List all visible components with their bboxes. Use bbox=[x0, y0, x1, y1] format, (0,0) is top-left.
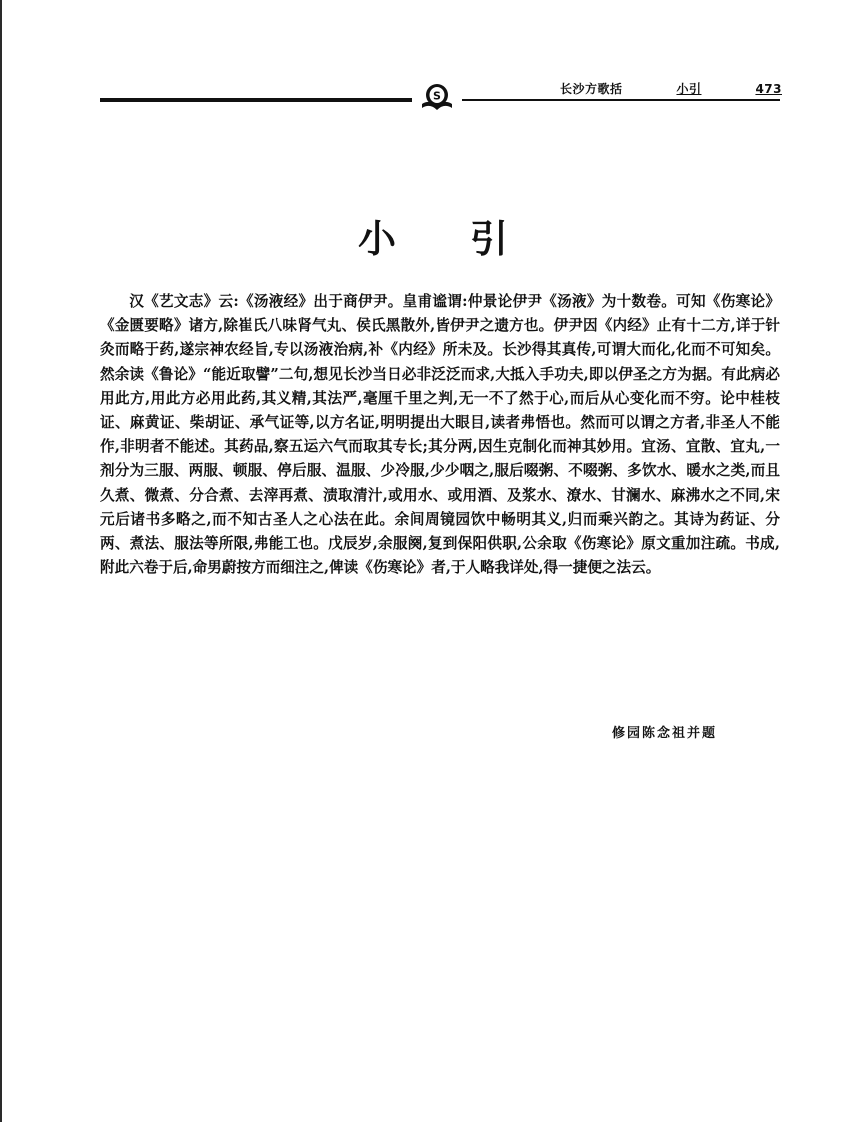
running-head bbox=[560, 80, 782, 97]
page-number: 473 bbox=[755, 82, 782, 96]
page-edge-line bbox=[0, 0, 2, 1122]
header-rule-right bbox=[462, 99, 780, 101]
running-head-section: 小引 bbox=[676, 82, 702, 96]
body-paragraph: 汉《艺文志》云:《汤液经》出于商伊尹。皇甫谧谓:仲景论伊尹《汤液》为十数卷。可知《伤寒论》《金匮要略》诸方,除崔氏八味肾气丸、侯氏黑散外,皆伊尹之遗方也。伊尹因《内经》止有十二方,详于针灸而略于药,遂宗神农经旨,专以汤液治病,补《内经》所未及。长沙得其真传,可谓大而化,化而不可知矣。然余读《鲁论》“能近取譬”二句,想见长沙当日必非泛泛而求,大抵入手功夫,即以伊圣之方为据。有此病必用此方,用此方必用此药,其义精,其法严,毫厘千里之判,无一不了然于心,而后从心变化而不穷。论中桂枝证、麻黄证、柴胡证、承气证等,以方名证,明明提出大眼目,读者弗悟也。然而可以谓之方者,非圣人不能作,非明者不能述。其药品,察五运六气而取其专长;其分两,因生克制化而神其妙用。宜汤、宜散、宜丸,一剂分为三服、两服、顿服、停后服、温服、少冷服,少少咽之,服后啜粥、不啜粥、多饮水、暖水之类,而且久煮、微煮、分合煮、去滓再煮、渍取清汁,或用水、或用酒、及浆水、潦水、甘澜水、麻沸水之不同,宋元后诸书多略之,而不知古圣人之心法在此。余间周镜园饮中畅明其义,归而乘兴韵之。其诗为药证、分两、煮法、服法等所限,弗能工也。戊辰岁,余服阕,复到保阳供职,公余取《伤寒论》原文重加注疏。书成,附此六卷于后,命男蔚按方而细注之,俾读《伤寒论》者,于人略我详处,得一捷便之法云。 bbox=[100, 293, 780, 577]
page-title: 小引 bbox=[357, 216, 582, 261]
header-rule-left bbox=[100, 98, 412, 102]
page-header bbox=[0, 0, 866, 120]
author-signature: 修园陈念祖并题 bbox=[612, 726, 718, 741]
running-head-book-title: 长沙方歌括 bbox=[560, 82, 623, 96]
publisher-emblem-icon bbox=[420, 82, 454, 112]
emblem-letter: S bbox=[433, 89, 441, 103]
